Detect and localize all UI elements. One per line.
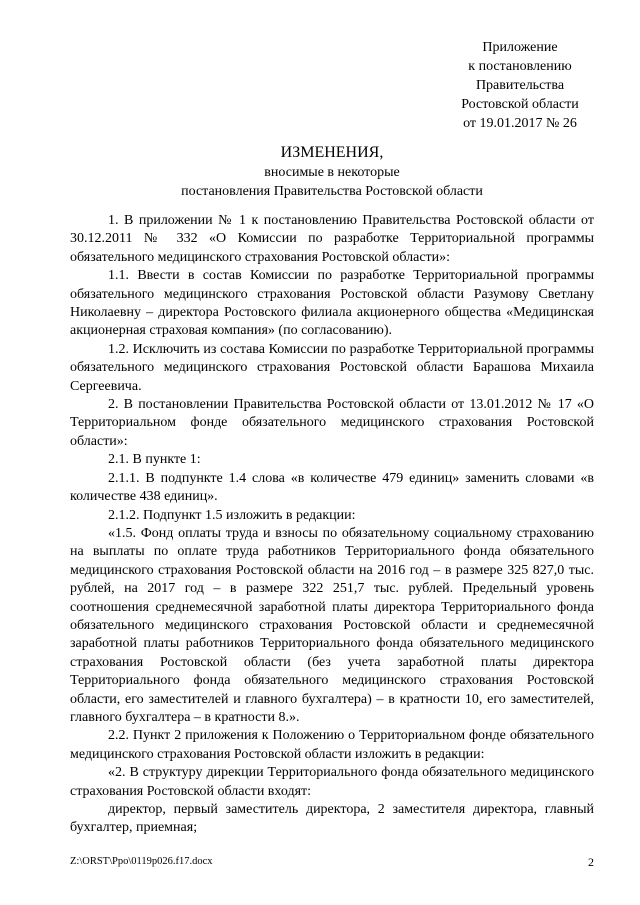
- paragraph-2: 2. В постановлении Правительства Ростовской области от 13.01.2012 № 17 «О Территориальном фонде обязательного медицинского страхования Ростовской области»:: [70, 397, 594, 449]
- document-subtitle: [70, 163, 594, 201]
- annex-line: Ростовской области: [461, 97, 579, 112]
- paragraph-2-1: 2.1. В пункте 1:: [108, 452, 201, 468]
- paragraph-2-1-1: 2.1.1. В подпункте 1.4 слова «в количестве 479 единиц» заменить словами «в количестве 438 единиц».: [70, 470, 594, 505]
- paragraph-1-1: 1.1. Ввести в состав Комиссии по разработке Территориальной программы обязательного медицинского страхования Ростовской области Разумову Светлану Николаевну – директора Ростовского филиала акционерного общества «Медицинская акционерная страховая компания» (по согласованию).: [70, 268, 594, 339]
- paragraph-2-1-2: 2.1.2. Подпункт 1.5 изложить в редакции:: [108, 507, 356, 523]
- subtitle-line: вносимые в некоторые: [264, 165, 400, 180]
- paragraph-1: 1. В приложении № 1 к постановлению Правительства Ростовской области от 30.12.2011 № 332 «О Комиссии по разработке Территориальной программы обязательного медицинского страхования Ростовской области»:: [70, 213, 594, 265]
- annex-line: Приложение: [482, 40, 558, 55]
- paragraph-2-2: 2.2. Пункт 2 приложения к Положению о Территориальном фонде обязательного медицинского страхования Ростовской области изложить в редакции:: [70, 728, 594, 762]
- document-body: [70, 212, 594, 838]
- paragraph-directorate-list: директор, первый заместитель директора, 2 заместителя директора, главный бухгалтер, приемная;: [70, 802, 594, 836]
- page-number: 2: [588, 855, 594, 869]
- document-title: ИЗМЕНЕНИЯ,: [280, 144, 384, 161]
- paragraph-quote-2: «2. В структуру дирекции Территориального фонда обязательного медицинского страхования Ростовской области входят:: [70, 765, 594, 799]
- annex-line: к постановлению: [468, 59, 572, 74]
- annex-header: [420, 38, 620, 133]
- paragraph-1-2: 1.2. Исключить из состава Комиссии по разработке Территориальной программы обязательного медицинского страхования Ростовской области Барашова Михаила Сергеевича.: [70, 341, 594, 394]
- annex-line: Правительства: [475, 78, 565, 93]
- footer-file-path: Z:\ORST\Ppo\0119p026.f17.docx: [70, 856, 213, 867]
- subtitle-line: постановления Правительства Ростовской области: [181, 184, 483, 199]
- paragraph-quote-1-5: «1.5. Фонд оплаты труда и взносы по обязательному социальному страхованию на выплаты по оплате труда работников Территориального фонда обязательного медицинского страхования Ростовской области на 2016 год – в размере 325 827,0 тыс. рублей, на 2017 год – в размере 322 251,7 тыс. рублей. Предельный уровень соотношения среднемесячной заработной платы директора Территориального фонда обязательного медицинского страхования Ростовской области и среднемесячной заработной платы работников Территориального фонда обязательного медицинского страхования Ростовской области (без учета заработной платы директора Территориального фонда обязательного медицинского страхования Ростовской области, его заместителей и главного бухгалтера) – в кратности 10, его заместителей, главного бухгалтера – в кратности 8.».: [70, 525, 594, 725]
- annex-line: от 19.01.2017 № 26: [463, 116, 577, 131]
